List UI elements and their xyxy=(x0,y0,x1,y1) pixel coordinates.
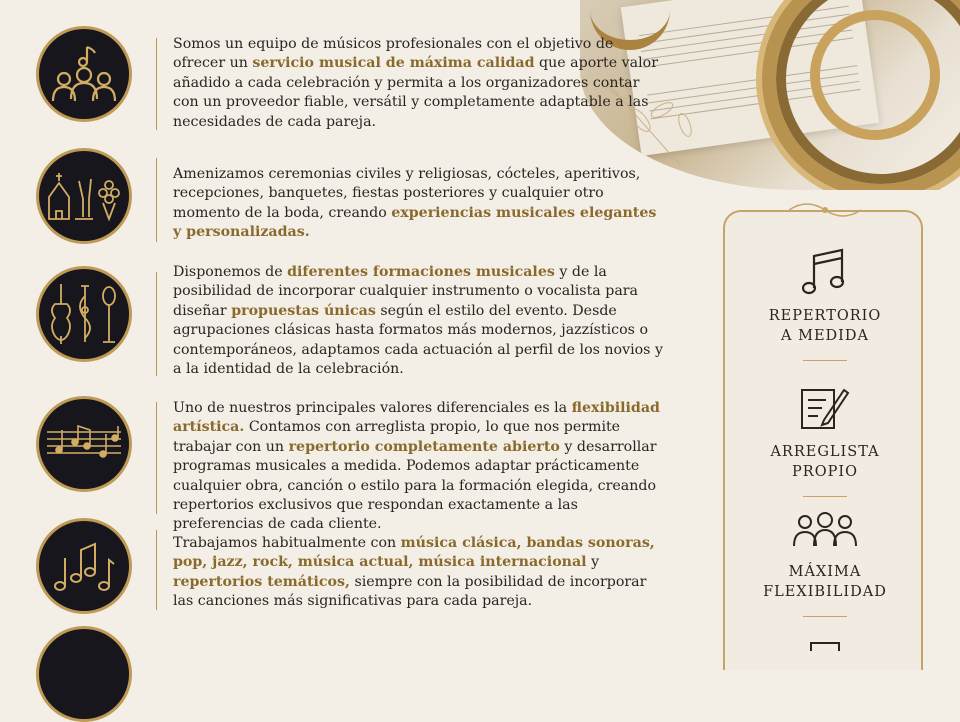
row-text xyxy=(173,399,663,535)
row-text xyxy=(173,534,663,612)
highlight-text: repertorios temáticos, xyxy=(173,573,350,590)
body-text: Somos un equipo de músicos profesionales con el objetivo de ofrecer un xyxy=(173,36,614,72)
body-text: siempre con la posibilidad de incorporar las canciones más significativas para cada pareja. xyxy=(173,573,647,610)
body-text: Contamos con arreglista propio, lo que nos permite trabajar con un xyxy=(173,419,621,455)
music-note-icon xyxy=(802,248,848,296)
body-text: Disponemos de xyxy=(173,264,288,280)
highlight-text: repertorio completamente abierto xyxy=(288,438,560,455)
highlight-text: diferentes formaciones musicales xyxy=(287,264,555,280)
row-text xyxy=(173,35,663,132)
instruments-icon xyxy=(36,266,132,362)
panel-item-repertorio xyxy=(725,248,925,361)
panel-item-partial xyxy=(725,636,925,655)
highlight-text: servicio musical de máxima calidad xyxy=(252,55,535,72)
panel-item-label: ARREGLISTA PROPIO xyxy=(770,444,880,480)
body-text: y desarrollar programas musicales a medida. Podemos adaptar prácticamente cualquier obra, canción o estilo para la formación elegida, creando repertorios exclusivos que respondan exactamente a las preferencias de cada cliente. xyxy=(173,438,657,533)
row-text xyxy=(173,263,663,379)
body-text: y xyxy=(586,554,600,571)
body-text: Uno de nuestros principales valores diferenciales es la xyxy=(173,400,572,416)
highlight-text: música clásica, bandas sonoras, pop, jazz, rock, música actual, música internacional xyxy=(173,535,655,571)
row-text xyxy=(173,165,663,243)
highlight-text: experiencias musicales elegantes y personalizadas. xyxy=(173,204,657,241)
music-notes-icon xyxy=(36,518,132,614)
flourish-ornament-icon xyxy=(785,198,865,218)
body-text: Amenizamos ceremonias civiles y religiosas, cócteles, aperitivos, recepciones, banquetes, fiestas posteriores y cualquier otro momento de la boda, creando xyxy=(173,166,641,221)
pencil-score-icon xyxy=(800,384,850,430)
group-icon xyxy=(792,512,858,548)
musicians-group-icon xyxy=(36,26,132,122)
partial-circle-icon xyxy=(36,626,132,722)
panel-item-arreglista xyxy=(725,384,925,497)
panel-item-flexibilidad xyxy=(725,512,925,617)
panel-item-label: REPERTORIO A MEDIDA xyxy=(768,308,882,344)
highlight-text: propuestas únicas xyxy=(231,302,376,319)
body-text: según el estilo del evento. Desde agrupaciones clásicas hasta formatos más modernos, jazzísticos o contemporáneos, adaptamos cada actuación al perfil de los novios y a la identidad de la celebración. xyxy=(173,302,663,378)
panel-item-label: MÁXIMA FLEXIBILIDAD xyxy=(763,564,887,600)
highlights-panel xyxy=(723,210,923,670)
sheet-music-staff-icon xyxy=(36,396,132,492)
church-toast-bouquet-icon xyxy=(36,148,132,244)
highlight-text: flexibilidad artística. xyxy=(173,400,660,436)
body-text: que aporte valor añadido a cada celebración y permita a los organizadores contar con un proveedor fiable, versátil y completamente adaptable a las necesidades de cada pareja. xyxy=(173,55,658,130)
body-text: Trabajamos habitualmente con xyxy=(173,535,401,551)
partial-icon xyxy=(805,641,845,651)
body-text: y de la posibilidad de incorporar cualquier instrumento o vocalista para diseñar xyxy=(173,264,639,319)
